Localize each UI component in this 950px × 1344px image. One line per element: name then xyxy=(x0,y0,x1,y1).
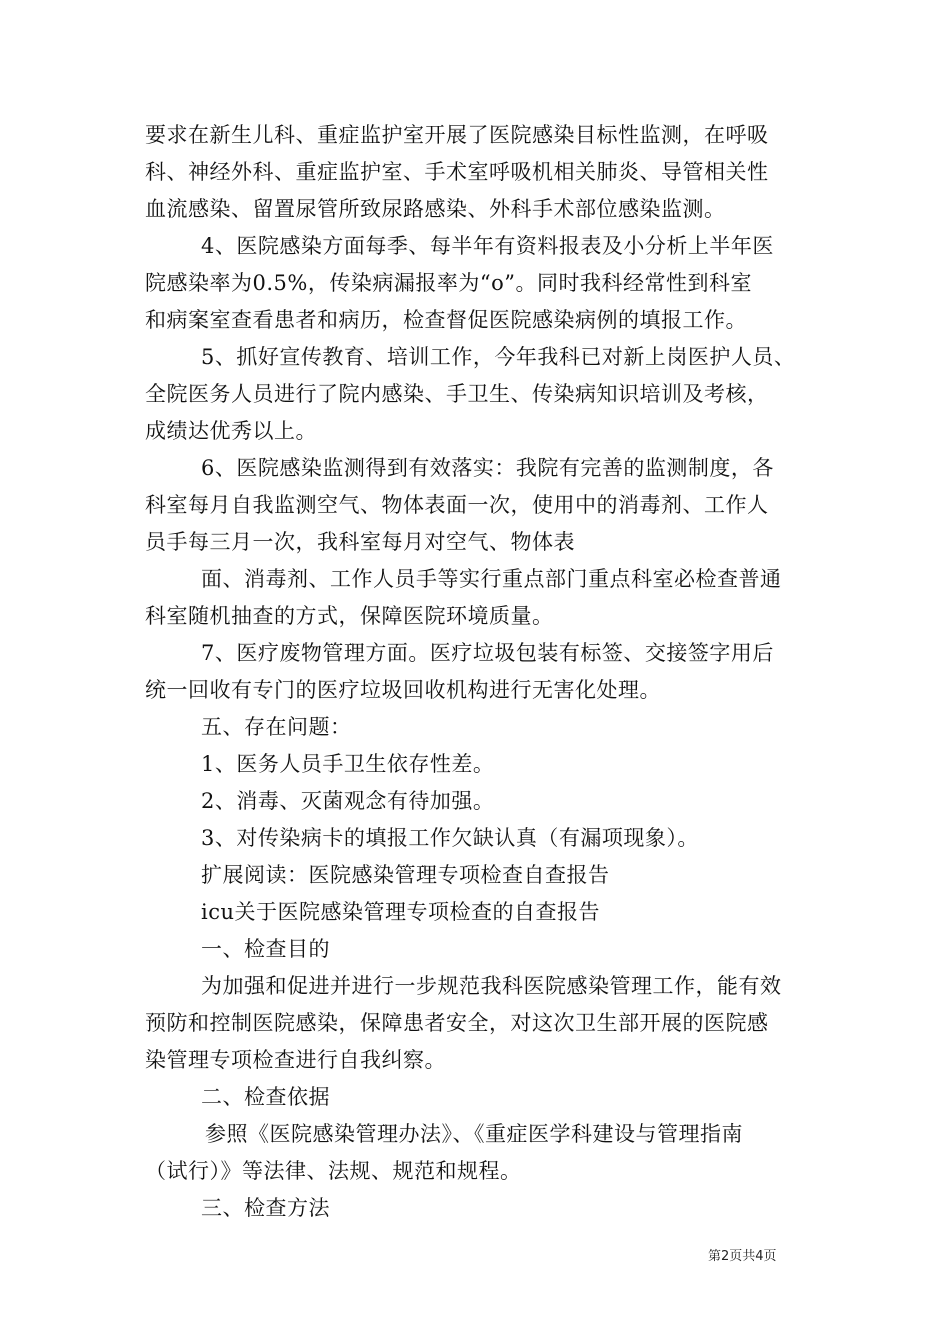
text-line: 院感染率为0.5%，传染病漏报率为“o”。同时我科经常性到科室 xyxy=(145,271,752,295)
text-line: 参照《医院感染管理办法》、《重症医学科建设与管理指南 xyxy=(205,1122,743,1146)
text-line: 科、神经外科、重症监护室、手术室呼吸机相关肺炎、导管相关性 xyxy=(145,160,769,184)
text-line: 科室每月自我监测空气、物体表面一次，使用中的消毒剂、工作人 xyxy=(145,493,769,517)
text-line: 为加强和促进并进行一步规范我科医院感染管理工作，能有效 xyxy=(201,974,782,998)
text-line: 染管理专项检查进行自我纠察。 xyxy=(145,1048,446,1072)
text-line: 预防和控制医院感染，保障患者安全，对这次卫生部开展的医院感 xyxy=(145,1011,769,1035)
text-line: 1、医务人员手卫生依存性差。 xyxy=(201,752,495,776)
text-line: 6、医院感染监测得到有效落实：我院有完善的监测制度，各 xyxy=(201,456,774,480)
section-heading: 三、检查方法 xyxy=(201,1196,330,1220)
text-line: 成绩达优秀以上。 xyxy=(145,419,317,443)
text-line: 4、医院感染方面每季、每半年有资料报表及小分析上半年医 xyxy=(201,234,774,258)
text-line: 面、消毒剂、工作人员手等实行重点部门重点科室必检查普通 xyxy=(201,567,782,591)
text-line: （试行）》等法律、法规、规范和规程。 xyxy=(145,1159,522,1183)
text-line: 统一回收有专门的医疗垃圾回收机构进行无害化处理。 xyxy=(145,678,661,702)
text-line: 3、对传染病卡的填报工作欠缺认真（有漏项现象）。 xyxy=(201,826,699,850)
text-line: 血流感染、留置尿管所致尿路感染、外科手术部位感染监测。 xyxy=(145,197,726,221)
text-line: 2、消毒、灭菌观念有待加强。 xyxy=(201,789,495,813)
text-line: 全院医务人员进行了院内感染、手卫生、传染病知识培训及考核， xyxy=(145,382,769,406)
text-line: 扩展阅读：医院感染管理专项检查自查报告 xyxy=(201,863,610,887)
section-heading: 二、检查依据 xyxy=(201,1085,330,1109)
text-line: 7、医疗废物管理方面。医疗垃圾包装有标签、交接签字用后 xyxy=(201,641,774,665)
section-heading: 一、检查目的 xyxy=(201,937,330,961)
text-line: 和病案室查看患者和病历，检查督促医院感染病例的填报工作。 xyxy=(145,308,747,332)
section-heading: 五、存在问题： xyxy=(201,715,352,739)
text-line: 5、抓好宣传教育、培训工作，今年我科已对新上岗医护人员、 xyxy=(201,345,796,369)
text-line: 员手每三月一次，我科室每月对空气、物体表 xyxy=(145,530,575,554)
report-title: icu关于医院感染管理专项检查的自查报告 xyxy=(201,900,601,924)
text-line: 要求在新生儿科、重症监护室开展了医院感染目标性监测，在呼吸 xyxy=(145,123,769,147)
page-number: 第2页共4页 xyxy=(708,1249,777,1264)
text-line: 科室随机抽查的方式，保障医院环境质量。 xyxy=(145,604,554,628)
